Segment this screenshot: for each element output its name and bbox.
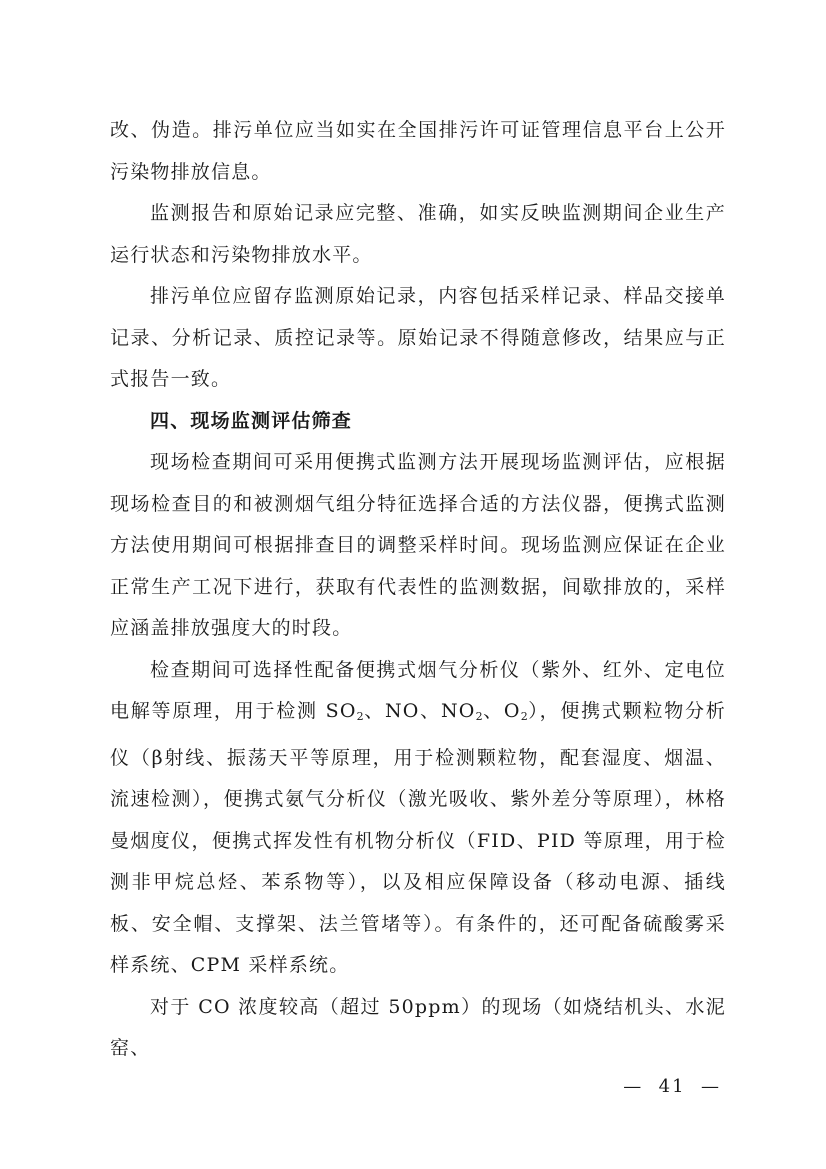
paragraph-original-records: 排污单位应留存监测原始记录，内容包括采样记录、样品交接单记录、分析记录、质控记录等。原始记录不得随意修改，结果应与正式报告一致。 (110, 285, 726, 390)
equipment-text-part-3: 、O (482, 700, 521, 722)
paragraph-equipment (110, 650, 726, 987)
subscript: 2 (356, 710, 364, 723)
section-heading: 四、现场监测评估筛查 (150, 409, 353, 432)
equipment-text-part-2: 、NO、NO (363, 700, 476, 722)
subscript: 2 (475, 710, 483, 723)
page-number: — 41 — (623, 1076, 721, 1097)
paragraph-monitoring-report: 监测报告和原始记录应完整、准确，如实反映监测期间企业生产运行状态和污染物排放水平。 (110, 202, 726, 266)
subscript: 2 (520, 710, 528, 723)
document-body (110, 110, 726, 1070)
equipment-text-part-4: ），便携式颗粒物分析仪（β射线、振荡天平等原理，用于检测颗粒物，配套湿度、烟温、流速检测），便携式氨气分析仪（激光吸收、紫外差分等原理），林格曼烟度仪，便携式挥发性有机物分析仪（FID、PID 等原理，用于检测非甲烷总烃、苯系物等），以及相应保障设备（移动电源、插线板、安全帽、支撑架、法兰管堵等）。有条件的，还可配备硫酸雾采样系统、CPM 采样系统。 (110, 700, 727, 976)
paragraph-onsite-monitoring: 现场检查期间可采用便携式监测方法开展现场监测评估，应根据现场检查目的和被测烟气组分特征选择合适的方法仪器，便携式监测方法使用期间可根据排查目的调整采样时间。现场监测应保证在企业正常生产工况下进行，获取有代表性的监测数据，间歇排放的，采样应涵盖排放强度大的时段。 (110, 451, 726, 639)
paragraph-continuation: 改、伪造。排污单位应当如实在全国排污许可证管理信息平台上公开污染物排放信息。 (110, 119, 726, 183)
equipment-text-part-1: 检查期间可选择性配备便携式烟气分析仪（紫外、红外、定电位电解等原理，用于检测 SO (110, 658, 726, 722)
paragraph-co-concentration: 对于 CO 浓度较高（超过 50ppm）的现场（如烧结机头、水泥窑、 (110, 995, 726, 1059)
